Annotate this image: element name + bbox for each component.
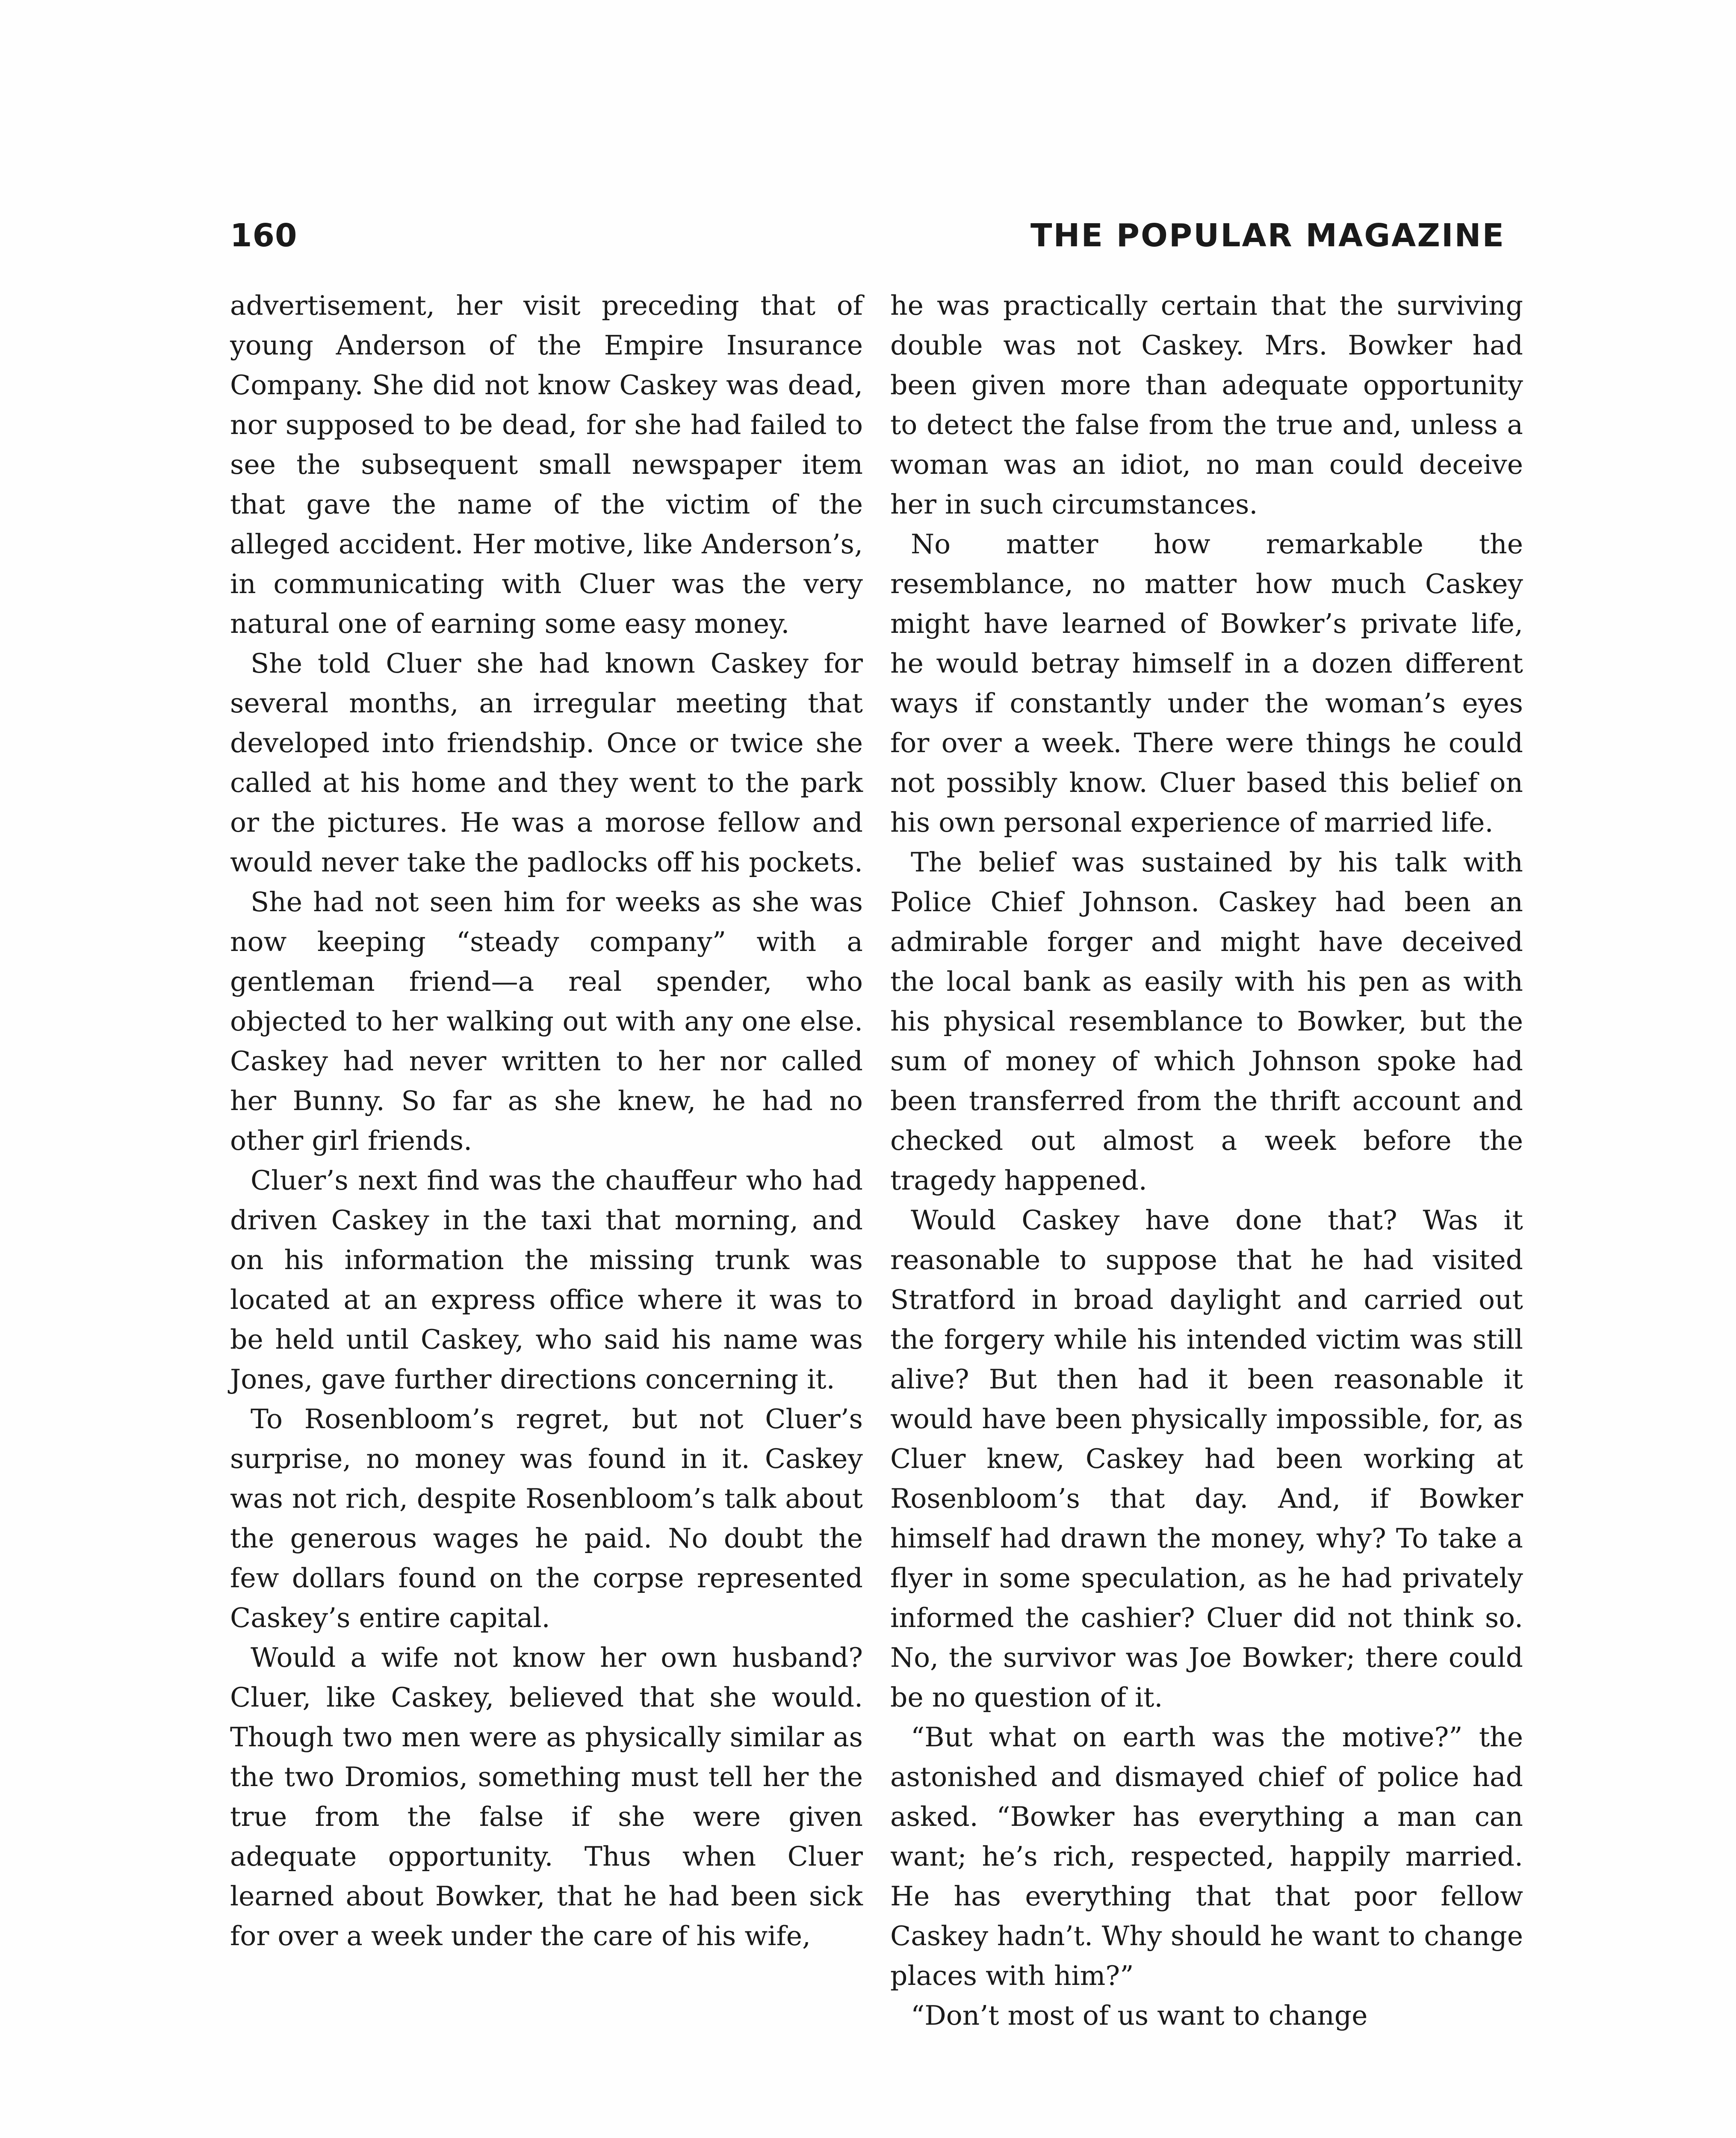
running-head: THE POPULAR MAGAZINE [1030, 217, 1505, 254]
page-number: 160 [230, 217, 298, 254]
paragraph: The belief was sustained by his talk with Police Chief Johnson. Caskey had been an admirable forger and might have deceived the local bank as easily with his pen as with his physical resemblance to Bowker, but the sum of money of which Johnson spoke had been transferred from the thrift account and checked out almost a week before the tragedy happened. [890, 847, 1523, 1196]
paragraph: advertisement, her visit preceding that of young Anderson of the Empire Insurance Company. She did not know Caskey was dead, nor supposed to be dead, for she had failed to see the subsequent small newspaper item that gave the name of the victim of the alleged accident. Her motive, like Anderson’s, in communicating with Cluer was the very natural one of earning some easy money. [230, 290, 863, 639]
paragraph: Cluer’s next find was the chauffeur who had driven Caskey in the taxi that morning, and on his information the missing trunk was located at an express office where it was to be held until Caskey, who said his name was Jones, gave further directions concerning it. [230, 1165, 863, 1395]
paragraph: he was practically certain that the surviving double was not Caskey. Mrs. Bowker had been given more than adequate opportunity to detect the false from the true and, unless a woman was an idiot, no man could deceive her in such circumstances. [890, 290, 1523, 520]
paragraph: To Rosenbloom’s regret, but not Cluer’s surprise, no money was found in it. Caskey was not rich, despite Rosenbloom’s talk about the generous wages he paid. No doubt the few dollars found on the corpse represented Caskey’s entire capital. [230, 1403, 863, 1633]
paragraph: She had not seen him for weeks as she was now keeping “steady company” with a gentleman friend—a real spender, who objected to her walking out with any one else. Caskey had never written to her nor called her Bunny. So far as she knew, he had no other girl friends. [230, 886, 863, 1156]
right-column [890, 286, 1523, 2035]
paragraph: No matter how remarkable the resemblance, no matter how much Caskey might have learned of Bowker’s private life, he would betray himself in a dozen different ways if constantly under the woman’s eyes for over a week. There were things he could not possibly know. Cluer based this belief on his own personal experience of married life. [890, 529, 1523, 838]
paragraph: Would Caskey have done that? Was it reasonable to suppose that he had visited Stratford in broad daylight and carried out the forgery while his intended victim was still alive? But then had it been reasonable it would have been physically impossible, for, as Cluer knew, Caskey had been working at Rosenbloom’s that day. And, if Bowker himself had drawn the money, why? To take a flyer in some speculation, as he had privately informed the cashier? Cluer did not think so. No, the survivor was Joe Bowker; there could be no question of it. [890, 1205, 1523, 1713]
paragraph: “But what on earth was the motive?” the astonished and dismayed chief of police had asked. “Bowker has everything a man can want; he’s rich, respected, happily married. He has everything that that poor fellow Caskey hadn’t. Why should he want to change places with him?” [890, 1722, 1523, 1991]
paragraph: “Don’t most of us want to change [911, 2000, 1368, 2031]
left-column [230, 286, 863, 1956]
paragraph: Would a wife not know her own husband? Cluer, like Caskey, believed that she would. Though two men were as physically similar as the two Dromios, something must tell her the true from the false if she were given adequate opportunity. Thus when Cluer learned about Bowker, that he had been sick for over a week under the care of his wife, [230, 1642, 863, 1952]
paragraph: She told Cluer she had known Caskey for several months, an irregular meeting that developed into friendship. Once or twice she called at his home and they went to the park or the pictures. He was a morose fellow and would never take the padlocks off his pockets. [230, 648, 863, 878]
